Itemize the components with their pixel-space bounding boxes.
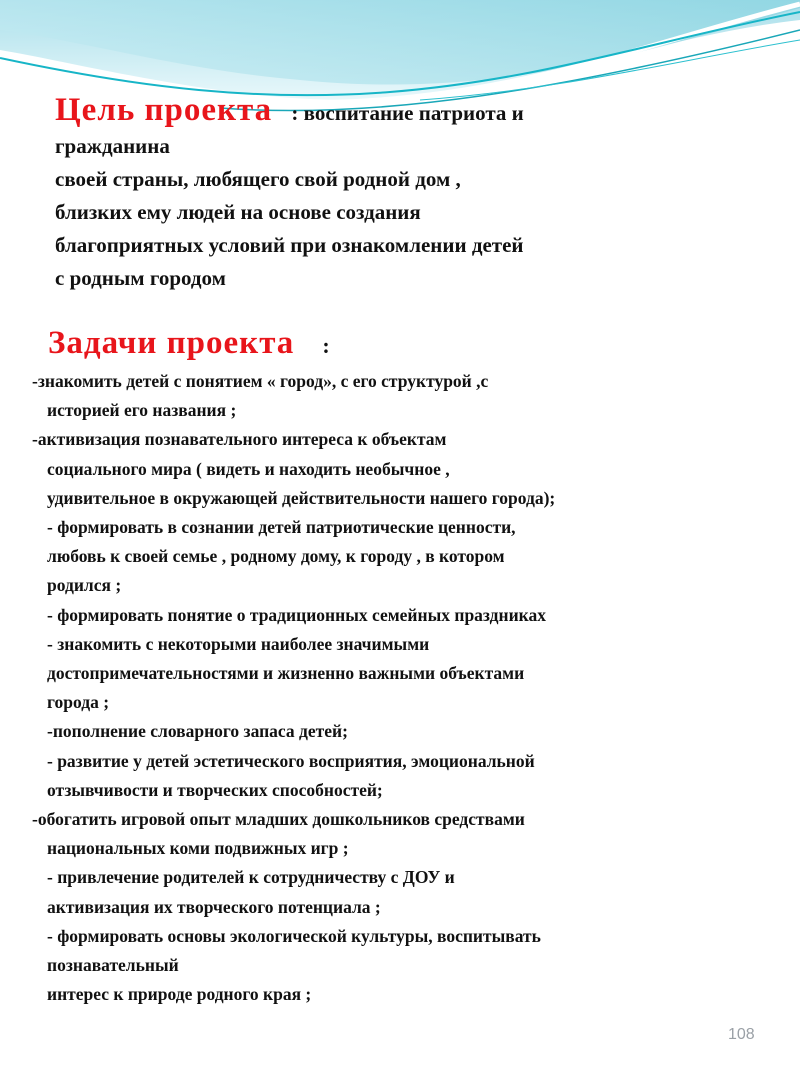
task-line: познавательный: [47, 955, 179, 976]
task-line: отзывчивости и творческих способностей;: [47, 779, 383, 800]
task-line: -пополнение словарного запаса детей;: [47, 721, 348, 742]
tasks-heading-row: [48, 325, 330, 362]
project-goal: [55, 94, 775, 295]
task-line: города ;: [47, 692, 110, 713]
goal-text-line: воспитание патриота и: [303, 101, 524, 125]
task-line: -знакомить детей с понятием « город», с его структурой ,с: [32, 371, 489, 391]
task-line: социального мира ( видеть и находить необычное ,: [47, 458, 450, 479]
task-line: -активизация познавательного интереса к объектам: [32, 429, 447, 450]
goal-text-line: гражданина: [55, 134, 170, 158]
project-tasks: [32, 367, 772, 1009]
task-line: родился ;: [47, 575, 122, 596]
task-line: - формировать основы экологической культуры, воспитывать: [47, 925, 541, 946]
goal-text-line: с родным городом: [55, 266, 226, 290]
goal-text-line: близких ему людей на основе создания: [55, 200, 421, 224]
goal-first-line: [55, 94, 775, 130]
goal-text-line: своей страны, любящего свой родной дом ,: [55, 167, 461, 191]
task-line: удивительное в окружающей действительности нашего города);: [47, 487, 556, 508]
task-line: активизация их творческого потенциала ;: [47, 896, 381, 917]
task-line: интерес к природе родного края ;: [47, 984, 312, 1005]
task-line: -обогатить игровой опыт младших дошкольников средствами: [32, 809, 525, 830]
task-line: - формировать понятие о традиционных семейных праздниках: [47, 604, 546, 625]
task-line: национальных коми подвижных игр ;: [47, 838, 349, 859]
tasks-heading: Задачи проекта: [48, 325, 295, 361]
page-number: 108: [728, 1026, 755, 1043]
task-line: - развитие у детей эстетического восприятия, эмоциональной: [47, 750, 535, 771]
goal-separator: :: [291, 101, 299, 125]
task-line: достопримечательностями и жизненно важными объектами: [47, 663, 525, 684]
goal-heading: Цель проекта: [55, 92, 273, 128]
task-line: любовь к своей семье , родному дому, к городу , в котором: [47, 546, 505, 567]
task-line: историей его названия ;: [47, 400, 237, 421]
tasks-separator: :: [322, 333, 330, 358]
task-line: - знакомить с некоторыми наиболее значимыми: [47, 633, 430, 654]
task-line: - формировать в сознании детей патриотические ценности,: [47, 517, 516, 538]
goal-text-line: благоприятных условий при ознакомлении детей: [55, 233, 524, 257]
task-line: - привлечение родителей к сотрудничеству с ДОУ и: [47, 867, 455, 888]
